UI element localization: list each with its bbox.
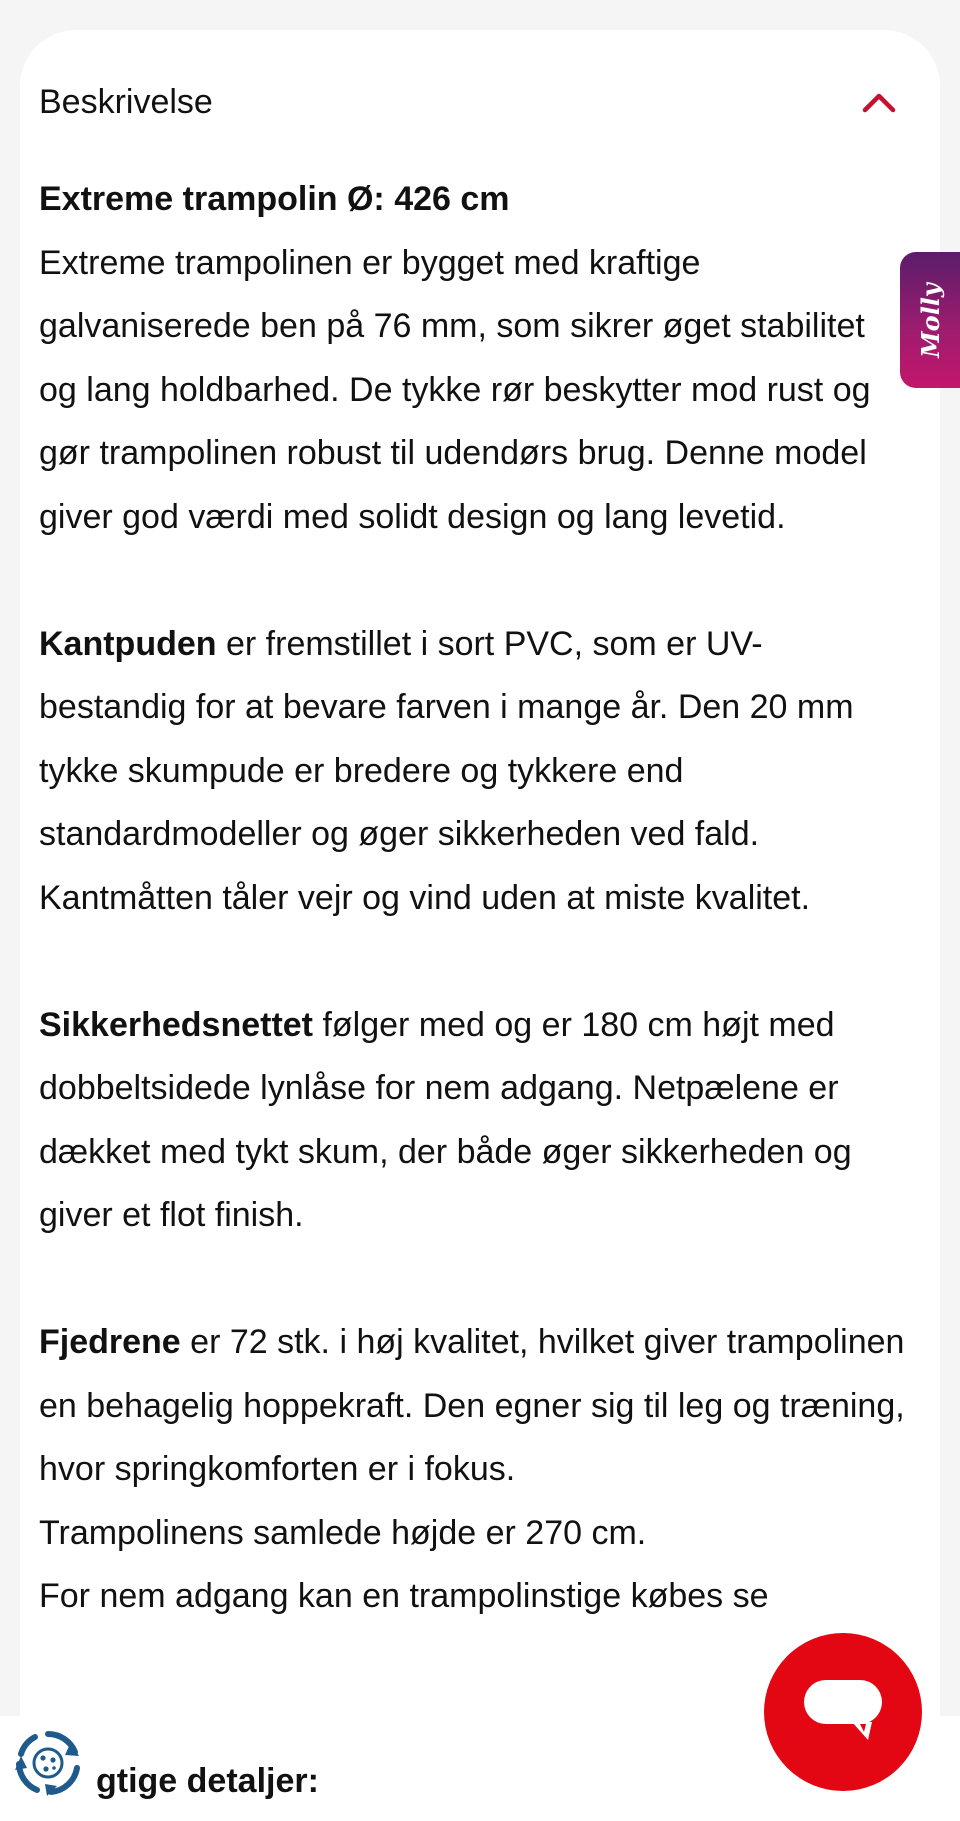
chevron-up-icon[interactable] bbox=[859, 82, 899, 122]
section-text: er fremstillet i sort PVC, som er UV-bestandig for at bevare farven i mange år. Den 20 mm tykke skumpude er bredere og tykkere end standardmodeller og øger sikkerheden ved fald. Kantmåtten tåler vejr og vind uden at miste kvalitet. bbox=[39, 624, 854, 917]
springs-paragraph bbox=[39, 1311, 907, 1502]
cookie-settings-icon bbox=[13, 1728, 83, 1803]
section-label: Sikkerhedsnettet bbox=[39, 1005, 313, 1044]
accordion-title: Beskrivelse bbox=[39, 82, 213, 121]
ladder-line: For nem adgang kan en trampolinstige købes se bbox=[39, 1577, 769, 1615]
description-content bbox=[39, 168, 907, 1629]
section-text: følger med og er 180 cm højt med dobbeltsidede lynlåse for nem adgang. Netpælene er dækket med tykt skum, der både øger sikkerheden og giver et flot finish. bbox=[39, 1005, 852, 1234]
section-label: Kantpuden bbox=[39, 624, 217, 663]
safety-net-paragraph bbox=[39, 994, 907, 1248]
edge-pad-paragraph bbox=[39, 613, 907, 931]
chat-button[interactable] bbox=[764, 1633, 922, 1791]
molly-assistant-tab[interactable] bbox=[900, 252, 960, 388]
product-heading: Extreme trampolin Ø: 426 cm bbox=[39, 180, 510, 218]
section-label: Fjedrene bbox=[39, 1323, 181, 1361]
details-heading: gtige detaljer: bbox=[96, 1762, 319, 1800]
description-accordion-header[interactable] bbox=[39, 52, 899, 152]
height-line: Trampolinens samlede højde er 270 cm. bbox=[39, 1513, 647, 1552]
chat-bubble-icon bbox=[802, 1678, 884, 1747]
molly-label: Molly bbox=[915, 282, 945, 358]
intro-paragraph: Extreme trampolinen er bygget med kraftige galvaniserede ben på 76 mm, som sikrer øget stabilitet og lang holdbarhed. De tykke rør beskytter mod rust og gør trampolinen robust til udendørs brug. Denne model giver god værdi med solidt design og lang levetid. bbox=[39, 243, 871, 536]
section-text: er 72 stk. i høj kvalitet, hvilket giver trampolinen en behagelig hoppekraft. Den egner sig til leg og træning, hvor springkomforten er i fokus. bbox=[39, 1323, 905, 1488]
cookie-settings-button[interactable] bbox=[0, 1720, 96, 1810]
